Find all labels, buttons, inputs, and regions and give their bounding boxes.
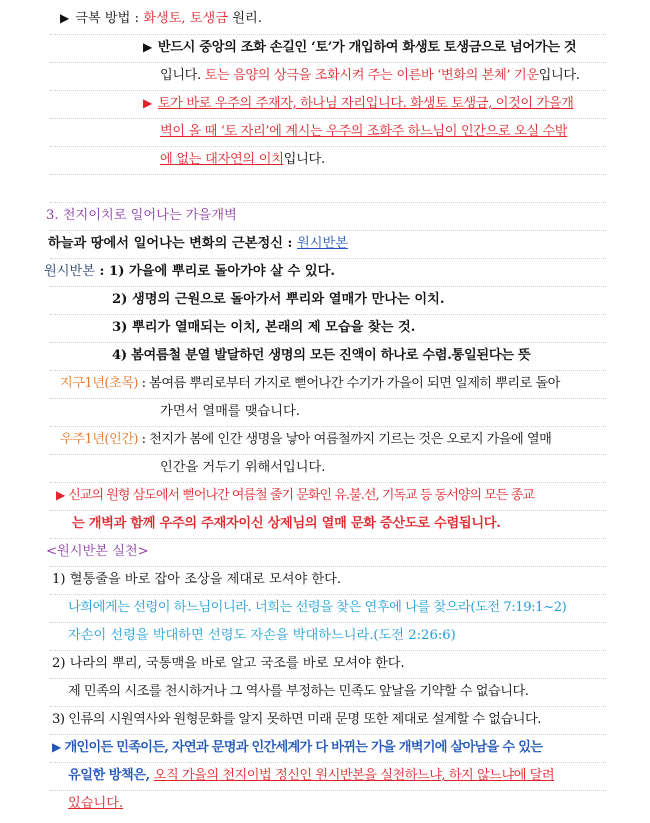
god-bullet-line1 [143,95,574,112]
earth-bullet-line1 [143,39,576,56]
divider [50,706,606,707]
final-line3: 있습니다. [68,796,124,811]
earth-bullet-highlight: 토는 음양의 상극을 조화시켜 주는 이른바 ‘변화의 본체’ 기운 [204,68,539,83]
religion-text1: 신교의 원형 삼도에서 뻗어나간 여름철 줄기 문화인 유.불.선, 기독교 등 동서양의 모든 종교 [68,488,534,503]
god-bullet-text1: 토가 바로 우주의 주재자, 하나님 자리입니다. 화생토 토생금, 이것이 가을개 [157,96,574,111]
divider [50,118,606,119]
divider [50,426,606,427]
practice-item-1: 1) 혈통줄을 바로 잡아 조상을 제대로 모셔야 한다. [52,572,342,587]
overcome-line [60,10,262,27]
practice-item-2: 2) 나라의 뿌리, 국통맥을 바로 알고 국조를 바로 모셔야 한다. [52,656,405,671]
divider [50,454,606,455]
divider [50,678,606,679]
god-bullet-line2: 벽이 올 때 ‘토 자리’에 계시는 우주의 조화주 하느님이 인간으로 오실 수밖 [160,124,568,139]
religion-line2: 는 개벽과 함께 우주의 주재자이신 상제님의 열매 문화 증산도로 수렴됩니다. [72,516,501,531]
earth-year-line1 [60,375,560,392]
cosmos-year-label: 우주1년(인간) [60,432,138,447]
divider [50,790,606,791]
final-line2 [68,767,554,784]
practice-item-2-sub: 제 민족의 시조를 천시하거나 그 역사를 부정하는 민족도 앞날을 기약할 수 없습니다. [68,684,529,699]
divider [50,314,606,315]
earth-bullet-line2 [160,67,579,84]
right-triangle-icon: ▶ [56,488,65,502]
practice-quote-2: 자손이 선령을 박대하면 선령도 자손을 박대하느니라.(도전 2:26:6) [68,628,456,643]
practice-quote-1: 나희에게는 선령이 하느님이니라. 너희는 선령을 찾은 연후에 나를 찾으라(도전 7:19:1~2) [68,600,567,615]
divider [50,34,606,35]
wonsi-item-text: : 1) 가을에 뿌리로 돌아가야 살 수 있다. [94,264,335,279]
divider [50,482,606,483]
divider [50,342,606,343]
divider [50,230,606,231]
god-bullet-highlight: 에 없는 대자연의 이치 [160,152,284,167]
god-bullet-tail: 입니다. [283,152,325,167]
right-triangle-icon: ▶ [60,11,70,25]
final-text1: 개인이든 민족이든, 자연과 문명과 인간세계가 다 바뀌는 가을 개벽기에 살아남을 수 있는 [64,740,543,755]
divider [50,202,606,203]
cosmos-year-text: : 천지가 봄에 인간 생명을 낳아 여름철까지 기르는 것은 오로지 가을에 열매 [137,432,552,447]
divider [50,370,606,371]
divider [50,622,606,623]
earth-bullet-text2a: 입니다. [160,68,205,83]
final-text2a: 유일한 방책은, [68,768,154,783]
right-triangle-icon: ▶ [143,96,152,110]
overcome-tail: 원리. [228,11,262,26]
earth-bullet-text2b: 입니다. [538,68,580,83]
cosmos-year-line1 [60,431,551,448]
practice-item-3: 3) 인류의 시원역사와 원형문화를 알지 못하면 미래 문명 또한 제대로 설계할 수 없습니다. [52,712,541,727]
divider [50,90,606,91]
section-subtitle-text: 하늘과 땅에서 일어나는 변화의 근본정신 : [48,236,297,251]
wonsi-term: 원시반본 [44,264,95,279]
final-highlight: 오직 가을의 천지이법 정신인 원시반본을 실천하느냐, 하지 않느냐에 달려 [153,768,555,783]
divider [50,538,606,539]
cosmos-year-line2: 인간을 거두기 위해서입니다. [160,460,326,475]
earth-year-label: 지구1년(초목) [60,376,138,391]
earth-bullet-text1: 반드시 중앙의 조화 손길인 ‘토’가 개입하여 화생토 토생금으로 넘어가는 것 [157,40,577,55]
final-line1 [52,739,542,756]
overcome-label: 극복 방법 : [75,11,144,26]
divider [50,258,606,259]
earth-year-line2: 가면서 열매를 맺습니다. [160,404,300,419]
divider [50,286,606,287]
wonsi-item-1 [44,263,335,280]
divider [50,594,606,595]
divider [50,398,606,399]
religion-line1 [56,487,534,504]
wonsi-item-4: 4) 봄여름철 분열 발달하던 생명의 모든 진액이 하나로 수렴.통일된다는 뜻 [112,348,531,363]
section-subtitle [48,235,348,252]
divider [50,174,606,175]
overcome-highlight: 화생토, 토생금 [143,11,229,26]
god-bullet-line3 [160,151,325,168]
earth-year-text: : 봄여름 뿌리로부터 가지로 뻗어나간 수기가 가을이 되면 일제히 뿌리로 돌아 [137,376,560,391]
divider [50,62,606,63]
wonsi-item-3: 3) 뿌리가 열매되는 이치, 본래의 제 모습을 찾는 것. [112,320,416,335]
section-title: 3. 천지이치로 일어나는 가을개벽 [46,208,237,223]
practice-title: <원시반본 실천> [46,544,149,559]
wonsi-item-2: 2) 생명의 근원으로 돌아가서 뿌리와 열매가 만나는 이치. [112,292,445,307]
divider [50,566,606,567]
right-triangle-icon: ▶ [143,40,152,54]
divider [50,734,606,735]
right-triangle-icon: ▶ [52,740,61,754]
divider [50,762,606,763]
divider [50,146,606,147]
divider [50,510,606,511]
divider [50,650,606,651]
wonsi-link[interactable]: 원시반본 [296,236,348,251]
